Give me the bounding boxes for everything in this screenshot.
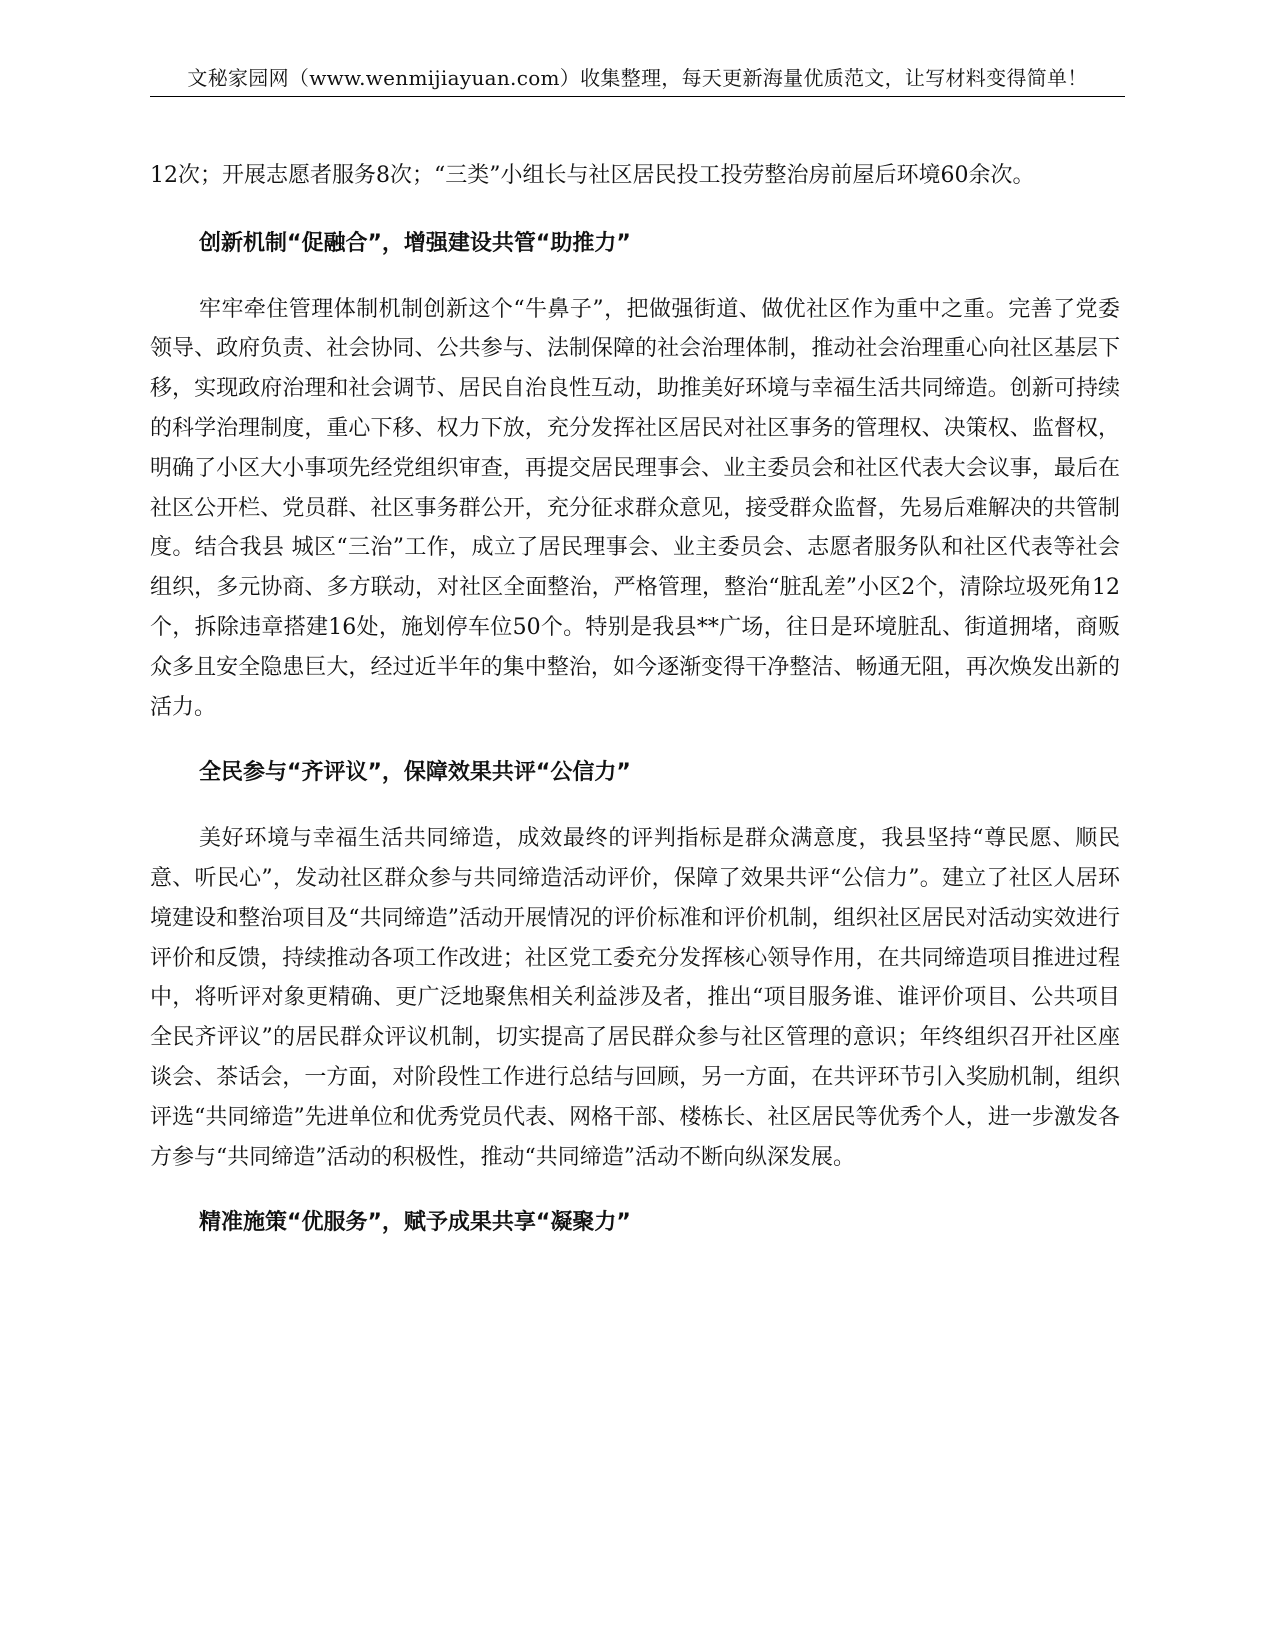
- section-body-1: 牢牢牵住管理体制机制创新这个“牛鼻子”，把做强街道、做优社区作为重中之重。完善了党委领导、政府负责、社会协同、公共参与、法制保障的社会治理体制，推动社会治理重心向社区基层下移，实现政府治理和社会调节、居民自治良性互动，助推美好环境与幸福生活共同缔造。创新可持续的科学治理制度，重心下移、权力下放，充分发挥社区居民对社区事务的管理权、决策权、监督权，明确了小区大小事项先经党组织审查，再提交居民理事会、业主委员会和社区代表大会议事，最后在社区公开栏、党员群、社区事务群公开，充分征求群众意见，接受群众监督，先易后难解决的共管制度。结合我县 城区“三治”工作，成立了居民理事会、业主委员会、志愿者服务队和社区代表等社会组织，多元协商、多方联动，对社区全面整治，严格管理，整治“脏乱差”小区2个，清除垃圾死角12个，拆除违章搭建16处，施划停车位50个。特别是我县**广场，往日是环境脏乱、街道拥堵，商贩众多且安全隐患巨大，经过近半年的集中整治，如今逐渐变得干净整洁、畅通无阻，再次焕发出新的活力。: [150, 296, 1120, 720]
- section-heading-3: 精准施策“优服务”，赋予成果共享“凝聚力”: [199, 1210, 631, 1236]
- section-body-2: 美好环境与幸福生活共同缔造，成效最终的评判指标是群众满意度，我县坚持“尊民愿、顺民意、听民心”，发动社区群众参与共同缔造活动评价，保障了效果共评“公信力”。建立了社区人居环境建设和整治项目及“共同缔造”活动开展情况的评价标准和评价机制，组织社区居民对活动实效进行评价和反馈，持续推动各项工作改进；社区党工委充分发挥核心领导作用，在共同缔造项目推进过程中，将听评对象更精确、更广泛地聚焦相关利益涉及者，推出“项目服务谁、谁评价项目、公共项目全民齐评议”的居民群众评议机制，切实提高了居民群众参与社区管理的意识；年终组织召开社区座谈会、茶话会，一方面，对阶段性工作进行总结与回顾，另一方面，在共评环节引入奖励机制，组织评选“共同缔造”先进单位和优秀党员代表、网格干部、楼栋长、社区居民等优秀个人，进一步激发各方参与“共同缔造”活动的积极性，推动“共同缔造”活动不断向纵深发展。: [150, 826, 1120, 1170]
- document-body: [150, 156, 1120, 1269]
- section-heading-2: 全民参与“齐评议”，保障效果共评“公信力”: [199, 760, 631, 786]
- page-header: 文秘家园网（www.wenmijiayuan.com）收集整理，每天更新海量优质范文，让写材料变得简单！: [150, 64, 1125, 97]
- section-heading-1: 创新机制“促融合”，增强建设共管“助推力”: [199, 230, 631, 256]
- continuation-paragraph: 12次；开展志愿者服务8次；“三类”小组长与社区居民投工投劳整治房前屋后环境60余次。: [150, 163, 1035, 188]
